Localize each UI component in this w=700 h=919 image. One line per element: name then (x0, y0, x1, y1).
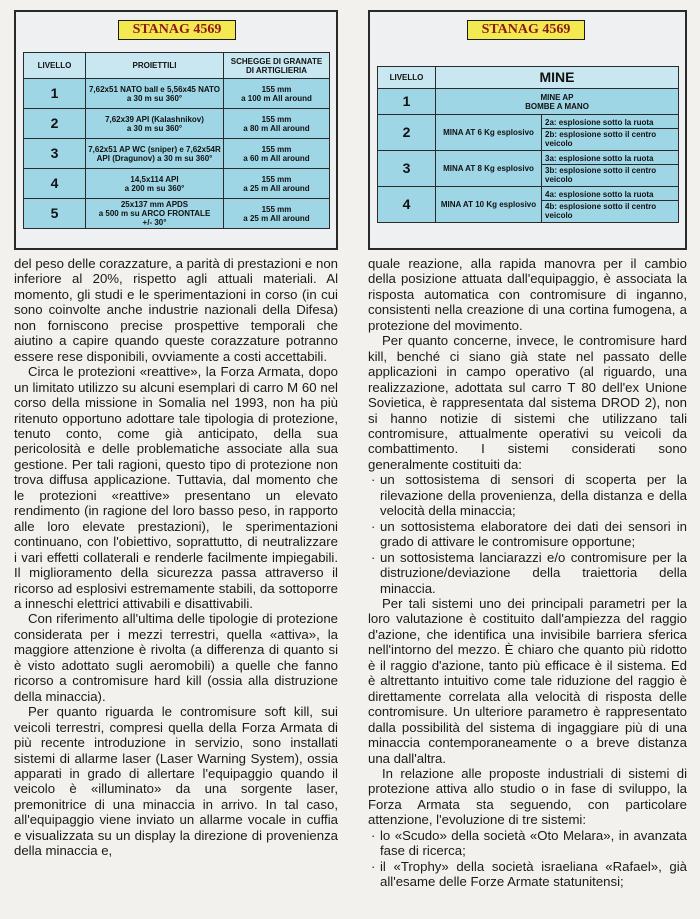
paragraph: In relazione alle proposte industriali di sistemi di protezione attiva allo studio o in fase di sviluppo, la Forza Armata sta seguendo, con particolare attenzione, l'evoluzione di tre sistemi: (368, 765, 687, 828)
explosion-center: 2b: esplosione sotto il centro veicolo (545, 129, 657, 148)
paragraph: Per quanto concerne, invece, le contromisure hard kill, benché ci siano già state nel passato delle applicazioni in campo operativo (al riguardo, una realizzazione, adottata sul carro T 80 dell'ex Unione Sovietica, è rappresentata dal sistema DROD 2), non si hanno notizie di sistemi che utilizzano tali contromisure, attualmente operativi su veicoli da combattimento. I sistemi considerati sono generalmente costituiti da: (368, 333, 687, 472)
shrapnel-cell: 155 mm a 25 m All around (224, 199, 330, 229)
header-shrapnel: SCHEGGE DI GRANATE DI ARTIGLIERIA (224, 53, 330, 79)
table-row (24, 139, 330, 169)
table-row (378, 187, 679, 223)
shrapnel-cell: 155 mm a 100 m All around (224, 79, 330, 109)
mine-type-cell: MINA AT 10 Kg esplosivo (436, 187, 542, 223)
list-item: · il «Trophy» della società israeliana «Rafael», già all'esame delle Forze Armate statunitensi; (368, 859, 687, 890)
header-mines: MINE (436, 67, 679, 89)
projectiles-table (23, 52, 330, 229)
list-item: · un sottosistema lanciarazzi e/o contromisure per la distruzione/deviazione della traiettoria della minaccia. (368, 550, 687, 596)
shrapnel-cell: 155 mm a 80 m All around (224, 109, 330, 139)
list-item: · lo «Scudo» della società «Oto Melara», in avanzata fase di ricerca; (368, 828, 687, 859)
header-level: LIVELLO (24, 53, 86, 79)
level-cell: 1 (378, 89, 436, 115)
explosion-wheel: 4a: esplosione sotto la ruota (542, 189, 678, 201)
paragraph: quale reazione, alla rapida manovra per il cambio della posizione attuata dall'equipaggio, è associata la risposta automatica con contromisure di inganno, consistenti nella creazione di una cortina fumogena, a protezione del movimento. (368, 256, 687, 333)
stanag-mines-box (368, 10, 687, 250)
paragraph: Circa le protezioni «reattive», la Forza Armata, dopo un limitato utilizzo su alcuni esemplari di carro M 60 nel corso della missione in Somalia nel 1993, non ha più ritenuto opportuno adottare tale tipologia di protezione, tenuto conto, come già anticipato, della sua pericolosità e delle problematiche associate alla sua gestione. Per tali ragioni, questo tipo di protezione non trova diffusa applicazione. Tuttavia, dal momento che le protezioni «reattive» presentano un elevato rendimento (in ragione del loro basso peso, in rapporto alle loro elevate prestazioni), le sperimentazioni continuano, con l'obiettivo, soprattutto, di neutralizzare i vari effetti collaterali e renderle facilmente impiegabili. Il miglioramento della sicurezza passa attraverso il ricorso ad esplosivi estremamente stabili, da sottoporre a inneschi elettrici attivabili e disattivabili. (14, 364, 338, 611)
level-cell: 1 (24, 79, 86, 109)
level-cell: 2 (24, 109, 86, 139)
level-cell: 2 (378, 115, 436, 151)
left-text-column (14, 256, 338, 859)
level-cell: 3 (24, 139, 86, 169)
table-header-row (378, 67, 679, 89)
explosion-wheel: 3a: esplosione sotto la ruota (542, 153, 678, 165)
projectile-cell: 7,62x51 AP WC (sniper) e 7,62x54R API (Dragunov) a 30 m su 360° (86, 139, 224, 169)
paragraph: Con riferimento all'ultima delle tipologie di protezione considerata per i mezzi terrestri, quella «attiva», la maggiore attenzione è rivolta (a differenza di quanto si è visto adottato sugli aeromobili) a quelle che fanno ricorso a contromisure hard kill (ossia alla distruzione della minaccia). (14, 611, 338, 704)
table-row (378, 151, 679, 187)
shrapnel-cell: 155 mm a 60 m All around (224, 139, 330, 169)
mine-type-cell: MINA AT 6 Kg esplosivo (436, 115, 542, 151)
projectile-cell: 25x137 mm APDS a 500 m su ARCO FRONTALE +/- 30° (86, 199, 224, 229)
mine-type-cell: MINA AT 8 Kg esplosivo (436, 151, 542, 187)
stanag-projectiles-box (14, 10, 338, 250)
table-row (24, 169, 330, 199)
stanag-title-right: STANAG 4569 (467, 20, 585, 40)
table-row (378, 115, 679, 151)
explosion-wheel: 2a: esplosione sotto la ruota (542, 117, 678, 129)
mines-table (377, 66, 679, 223)
header-projectiles: PROIETTILI (86, 53, 224, 79)
projectile-cell: 14,5x114 API a 200 m su 360° (86, 169, 224, 199)
explosion-cell (542, 115, 679, 151)
table-row (24, 199, 330, 229)
explosion-cell (542, 187, 679, 223)
right-text-column (368, 256, 687, 890)
list-item: · un sottosistema elaboratore dei dati dei sensori in grado di attivare le contromisure opportune; (368, 519, 687, 550)
explosion-center: 3b: esplosione sotto il centro veicolo (545, 165, 657, 184)
table-row (378, 89, 679, 115)
explosion-center: 4b: esplosione sotto il centro veicolo (545, 201, 657, 220)
paragraph: Per quanto riguarda le contromisure soft kill, sui veicoli terrestri, compresi quella della Forza Armata di più recente introduzione in servizio, sono installati sistemi di allarme laser (Laser Warning System), ossia apparati in grado di allertare l'equipaggio quando il veicolo è «illuminato» da una sorgente laser, premonitrice di una minaccia in arrivo. In tal caso, all'equipaggio viene inviato un allarme vocale in cuffia e visualizzata su un display la direzione di provenienza della minaccia e, (14, 704, 338, 859)
shrapnel-cell: 155 mm a 25 m All around (224, 169, 330, 199)
mine-type-cell: MINE AP BOMBE A MANO (436, 89, 679, 115)
list-item: · un sottosistema di sensori di scoperta per la rilevazione della provenienza, della distanza e della velocità della minaccia; (368, 472, 687, 518)
table-header-row (24, 53, 330, 79)
paragraph: Per tali sistemi uno dei principali parametri per la loro valutazione è costituito dall'ampiezza del raggio d'azione, che identifica una invisibile barriera sferica nell'intorno del mezzo. È chiaro che quanto più ridotto è il raggio d'azione, tanto più efficace è il sistema. Ed è altrettanto intuitivo come tale riduzione del raggio è direttamente correlata alla velocità di risposta delle contromisure. Un ulteriore parametro è rappresentato dalla possibilità del sistema di ingaggiare più di una minaccia contemporaneamente o a breve distanza una dall'altra. (368, 595, 687, 766)
level-cell: 3 (378, 151, 436, 187)
stanag-title-left: STANAG 4569 (118, 20, 236, 40)
table-row (24, 109, 330, 139)
table-row (24, 79, 330, 109)
projectile-cell: 7,62x51 NATO ball e 5,56x45 NATO a 30 m su 360° (86, 79, 224, 109)
level-cell: 4 (24, 169, 86, 199)
paragraph: del peso delle corazzature, a parità di prestazioni e non inferiore al 20%, rispetto agli attuali materiali. Al momento, gli studi e le sperimentazioni in corso (in cui sono coinvolte anche industrie nazionali della Difesa) non forniscono precise prospettive temporali che aiutino a capire quando queste corazzature potranno essere rese disponibili, ovviamente a costi accettabili. (14, 256, 338, 364)
level-cell: 4 (378, 187, 436, 223)
explosion-cell (542, 151, 679, 187)
level-cell: 5 (24, 199, 86, 229)
header-level: LIVELLO (378, 67, 436, 89)
projectile-cell: 7,62x39 API (Kalashnikov) a 30 m su 360° (86, 109, 224, 139)
